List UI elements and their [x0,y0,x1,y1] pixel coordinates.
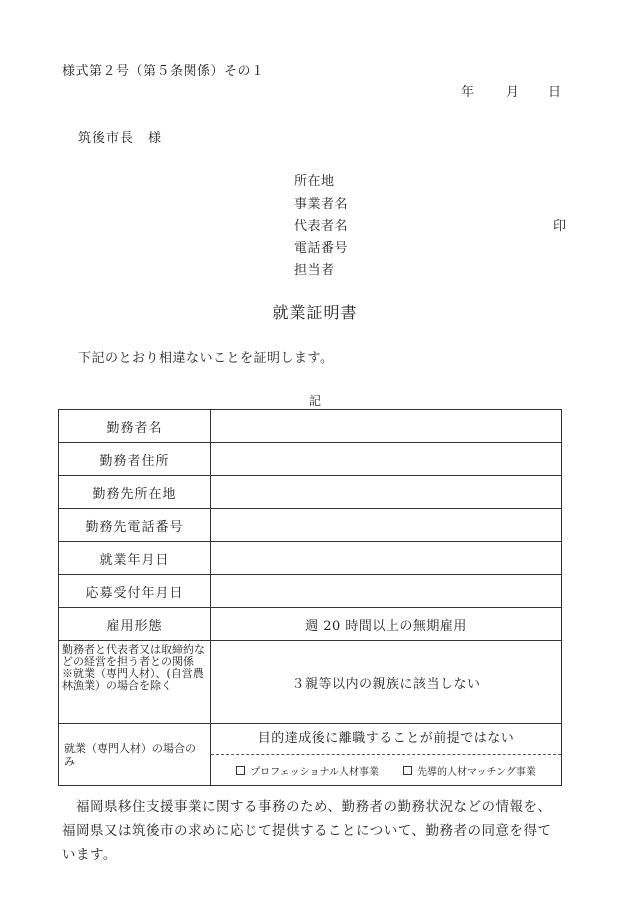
checkbox-box[interactable] [403,766,412,775]
seal-mark: 印 [553,219,567,234]
checkbox-box[interactable] [236,766,245,775]
workplace-phone-field[interactable] [211,509,562,542]
workplace-address-field[interactable] [211,476,562,509]
professional-program-checkbox[interactable] [236,763,379,778]
row-label: 勤務者住所 [59,443,211,476]
table-row [59,410,562,443]
specialist-label: 就業（専門人材）の場合のみ [59,724,211,786]
row-label: 応募受付年月日 [59,575,211,608]
table-row [59,509,562,542]
form-number: 様式第２号（第５条関係）その１ [62,64,265,79]
sender-contact-label: 担当者 [294,263,335,278]
row-label: 勤務先電話番号 [59,509,211,542]
row-label: 雇用形態 [59,608,211,641]
ki-heading: 記 [308,394,321,408]
date-day: 日 [548,85,562,100]
lead-text: 下記のとおり相違ないことを証明します。 [78,351,334,366]
table-row [59,608,562,641]
program-checkboxes [211,755,561,785]
row-label: 勤務者名 [59,410,211,443]
relation-value: ３親等以内の親族に該当しない [211,641,562,724]
relation-label: 勤務者と代表者又は取締約などの経営を担う者との関係 ※就業（専門人材）、(自営農林漁業）の場合を除く [59,641,211,724]
sender-company-label: 事業者名 [294,197,349,212]
leading-matching-checkbox[interactable] [403,763,536,778]
consent-text: 福岡県移住支援事業に関する事務のため、勤務者の勤務状況などの情報を、福岡県又は筑後市の求めに応じて提供することについて、勤務者の同意を得ています。 [62,799,552,863]
sender-address-label: 所在地 [294,174,335,189]
worker-name-field[interactable] [211,410,562,443]
certificate-table [58,409,562,786]
checkbox-label: 先導的人材マッチング事業 [416,766,536,778]
sender-phone-label: 電話番号 [294,241,349,256]
consent-paragraph [62,795,562,867]
table-row [59,476,562,509]
employment-date-field[interactable] [211,542,562,575]
table-row [59,724,562,786]
row-label: 勤務先所在地 [59,476,211,509]
table-row [59,443,562,476]
employment-type-value: 週 20 時間以上の無期雇用 [211,608,562,641]
row-label: 就業年月日 [59,542,211,575]
date-month: 月 [506,85,520,100]
sender-representative-label: 代表者名 [294,219,349,234]
table-row [59,641,562,724]
date-year: 年 [461,85,475,100]
worker-address-field[interactable] [211,443,562,476]
checkbox-label: プロフェッショナル人材事業 [250,766,379,778]
table-row [59,542,562,575]
specialist-cell [211,724,562,786]
specialist-value: 目的達成後に離職することが前提ではない [211,724,561,755]
application-date-field[interactable] [211,575,562,608]
addressee: 筑後市長 様 [78,131,163,146]
table-row [59,575,562,608]
document-title: 就業証明書 [272,303,358,322]
